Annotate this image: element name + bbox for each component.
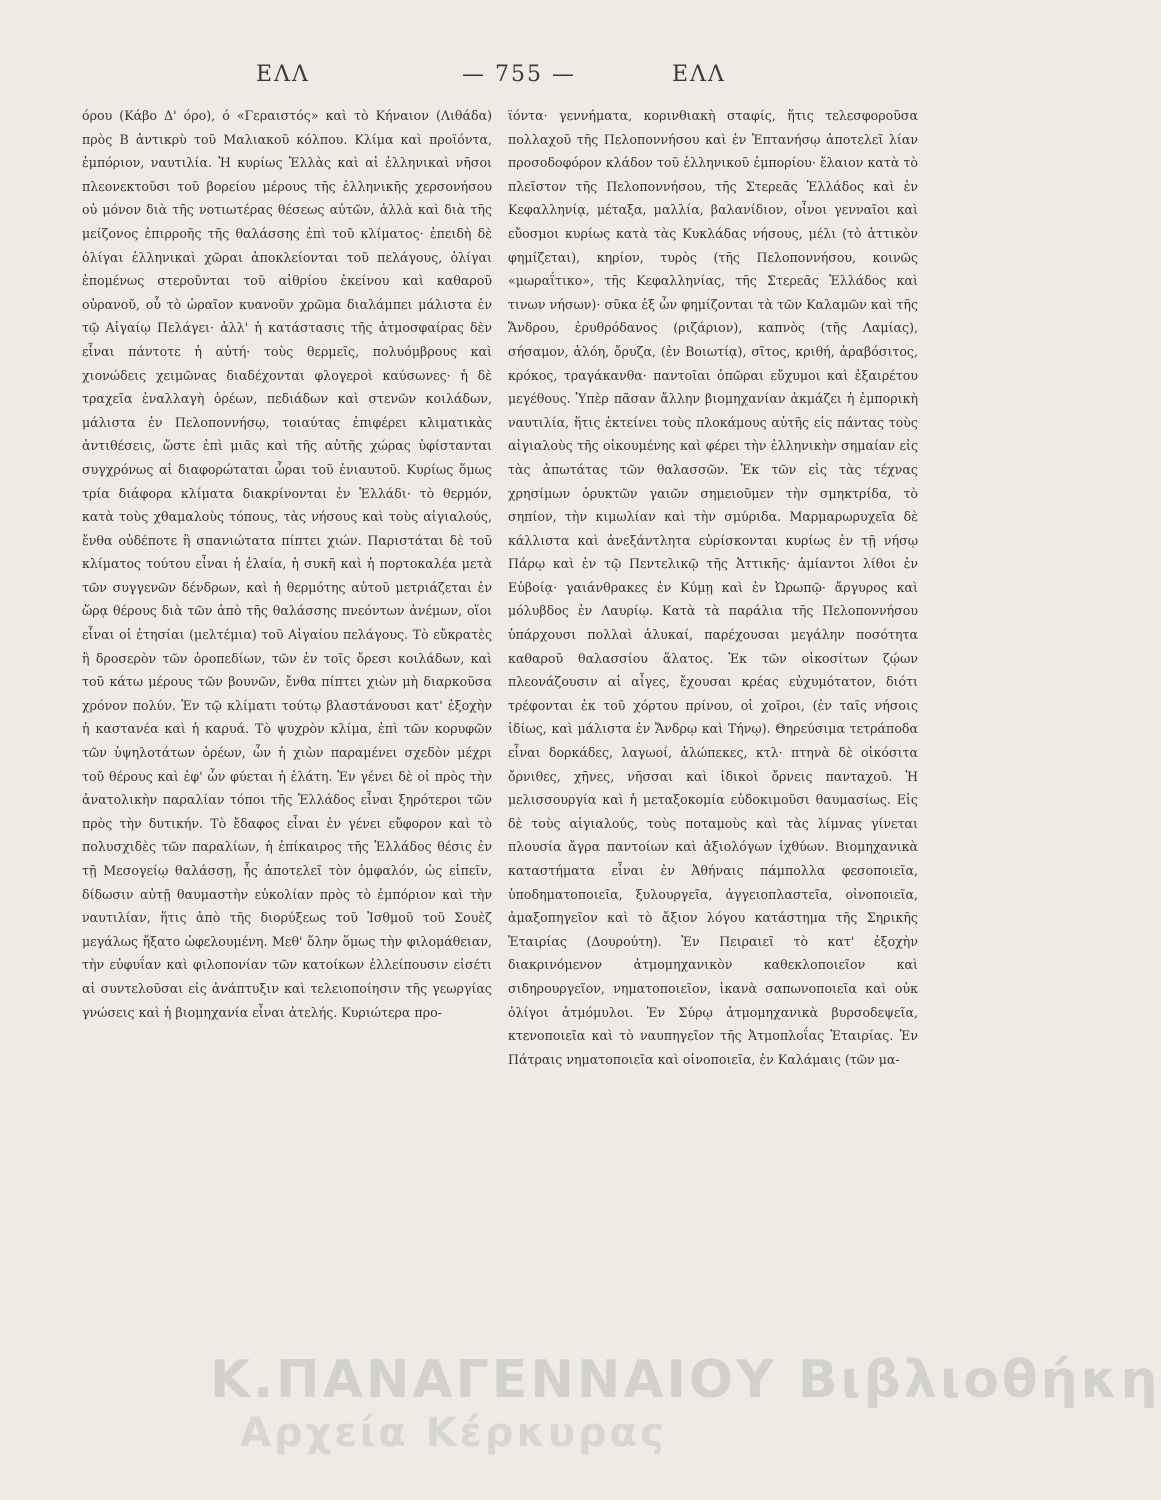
running-head-right: ΕΛΛ — [672, 62, 726, 87]
library-watermark: Κ.ΠΑΝΑΓΕΝΝΑΙΟΥ Βιβλιοθήκη — [210, 1350, 1161, 1410]
left-text-column — [82, 104, 492, 1024]
right-column-text: ϊόντα· γεννήματα, κορινθιακὴ σταφίς, ἥτις τελεσφοροῦσα πολλαχοῦ τῆς Πελοποννήσου καὶ ἐν Ἑπτανήσῳ ἀποτελεῖ λίαν προσοδοφόρον κλάδον τοῦ ἑλληνικοῦ ἐμπορίου· ἔλαιον κατὰ τὸ πλεῖστον τῆς Πελοποννήσου, τῆς Στερεᾶς Ἑλλάδος καὶ ἐν Κεφαλληνίᾳ, μέταξα, μαλλία, βαλανίδιον, οἶνοι γενναῖοι καὶ εὔοσμοι κυρίως κατὰ τὰς Κυκλάδας νήσους, μέλι (τὸ ἀττικὸν φημίζεται), κηρίον, τυρὸς (τῆς Πελοποννήσου, κοινῶς «μωραΐτικο», τῆς Κεφαλληνίας, τῆς Στερεᾶς Ἑλλάδος καὶ τινων νήσων)· σῦκα ἐξ ὧν φημίζονται τὰ τῶν Καλαμῶν καὶ τῆς Ἄνδρου, ἐρυθρόδανος (ριζάριον), καπνὸς (τῆς Λαμίας), σήσαμον, ἀλόη, ὄρυζα, (ἐν Βοιωτίᾳ), σῖτος, κριθή, ἀραβόσιτος, κρόκος, τραγάκανθα· παντοῖαι ὀπῶραι εὔχυμοι καὶ ἐξαιρέτου μεγέθους. Ὑπὲρ πᾶσαν ἄλλην βιομηχανίαν ἀκμάζει ἡ ἐμπορικὴ ναυτιλία, ἥτις ἐκτείνει τοὺς πλοκάμους αὐτῆς εἰς πάντας τοὺς αἰγιαλοὺς τῆς οἰκουμένης καὶ φέρει τὴν ἑλληνικὴν σημαίαν εἰς τὰς ἀπωτάτας τῶν θαλασσῶν. Ἐκ τῶν εἰς τὰς τέχνας χρησίμων ὀρυκτῶν γαιῶν σημειοῦμεν τὴν σμηκτρίδα, τὸ σηπίον, τὴν κιμωλίαν καὶ τὴν σμύριδα. Μαρμαρωρυχεῖα δὲ κάλλιστα καὶ ἀνεξάντλητα εὑρίσκονται κυρίως ἐν τῇ νήσῳ Πάρῳ καὶ ἐν τῷ Πεντελικῷ τῆς Ἀττικῆς· ἀμίαντοι λίθοι ἐν Εὐβοίᾳ· γαιάνθρακες ἐν Κύμῃ καὶ ἐν Ὠρωπῷ· ἄργυρος καὶ μόλυβδος ἐν Λαυρίῳ. Κατὰ τὰ παράλια τῆς Πελοποννήσου ὑπάρχουσι πολλαὶ ἁλυκαί, παρέχουσαι μεγάλην ποσότητα καθαροῦ θαλασσίου ἅλατος. Ἐκ τῶν οἰκοσίτων ζῴων πλεονάζουσιν αἱ αἶγες, ἔχουσαι κρέας εὐχυμότατον, διότι τρέφονται ἐκ τοῦ χόρτου πρίνου, οἱ χοῖροι, (ἐν ταῖς νήσοις ἰδίως, καὶ μάλιστα ἐν Ἄνδρῳ καὶ Τήνῳ). Θηρεύσιμα τετράποδα εἶναι δορκάδες, λαγωοί, ἀλώπεκες, κτλ· πτηνὰ δὲ οἰκόσιτα ὄρνιθες, χῆνες, νῆσσαι καὶ ἰδικοὶ ὄρνεις πανταχοῦ. Ἡ μελισσουργία καὶ ἡ μεταξοκομία εὐδοκιμοῦσι θαυμασίως. Εἰς δὲ τοὺς αἰγιαλούς, τοὺς ποταμοὺς καὶ τὰς λίμνας γίνεται πλουσία ἄγρα παντοίων καὶ ἀξιολόγων ἰχθύων. Βιομηχανικὰ καταστήματα εἶναι ἐν Ἀθήναις πάμπολλα φεσοποιεῖα, ὑποδηματοποιεῖα, ξυλουργεῖα, ἀγγειοπλαστεῖα, οἰνοποιεῖα, ἀμαξοπηγεῖον καὶ τὸ ἄξιον λόγου κατάστημα τῆς Σηρικῆς Ἑταιρίας (Δουρούτη). Ἐν Πειραιεῖ τὸ κατ' ἐξοχὴν διακρινόμενον ἀτμομηχανικὸν καθεκλοποιεῖον καὶ σιδηρουργεῖον, νηματοποιεῖον, ἱκανὰ σαπωνοποιεῖα καὶ οὐκ ὀλίγοι ἀτμόμυλοι. Ἐν Σύρῳ ἀτμομηχανικὰ βυρσοδεψεῖα, κτενοποιεῖα καὶ τὸ ναυπηγεῖον τῆς Ἀτμοπλοΐας Ἑταιρίας. Ἐν Πάτραις νηματοποιεῖα καὶ οἰνοποιεῖα, ἐν Καλάμαις (τῶν μα- — [508, 108, 918, 1067]
library-watermark-line2: Αρχεία Κέρκυρας — [240, 1410, 667, 1456]
running-head — [60, 62, 960, 98]
running-head-left: ΕΛΛ — [256, 62, 310, 87]
page-number: — 755 — — [462, 62, 576, 87]
left-column-text: όρου (Κάβο Δ' όρο), ό «Γεραιστός» καὶ τὸ Κήναιον (Λιθάδα) πρὸς Β ἀντικρὺ τοῦ Μαλιακοῦ κόλπου. Κλίμα καὶ προϊόντα, ἐμπόριον, ναυτιλία. Ἡ κυρίως Ἑλλὰς καὶ αἱ ἑλληνικαὶ νῆσοι πλεονεκτοῦσι τοῦ βορείου μέρους τῆς ἑλληνικῆς χερσονήσου οὐ μόνον διὰ τῆς νοτιωτέρας θέσεως αὐτῶν, ἀλλὰ καὶ διὰ τῆς μείζονος ἐπιρροῆς τῆς θαλάσσης ἐπὶ τοῦ κλίματος· ἐπειδὴ δὲ ὀλίγαι ἑλληνικαὶ χῶραι ἀποκλείονται τοῦ πελάγους, ὀλίγαι ἐπομένως στεροῦνται τοῦ αἰθρίου ἐκείνου καὶ καθαροῦ οὐρανοῦ, οὗ τὸ ὡραῖον κυανοῦν χρῶμα διαλάμπει μάλιστα ἐν τῷ Αἰγαίῳ Πελάγει· ἀλλ' ἡ κατάστασις τῆς ἀτμοσφαίρας δὲν εἶναι πάντοτε ἡ αὐτή· τοὺς θερμεῖς, πολυόμβρους καὶ χιονώδεις χειμῶνας διαδέχονται φλογεροὶ καύσωνες· ἡ δὲ τραχεῖα ἐναλλαγὴ ὀρέων, πεδιάδων καὶ στενῶν κοιλάδων, μάλιστα ἐν Πελοποννήσῳ, τοιαύτας ἐπιφέρει κλιματικὰς ἀντιθέσεις, ὥστε ἐπὶ μιᾶς καὶ τῆς αὐτῆς χώρας ὑφίστανται συγχρόνως αἱ διαφορώταται ὧραι τοῦ ἐνιαυτοῦ. Κυρίως ὅμως τρία διάφορα κλίματα διακρίνονται ἐν Ἑλλάδι· τὸ θερμόν, κατὰ τοὺς χθαμαλοὺς τόπους, τὰς νήσους καὶ τοὺς αἰγιαλούς, ἔνθα οὐδέποτε ἢ σπανιώτατα πίπτει χιών. Παριστάται δὲ τοῦ κλίματος τούτου εἶναι ἡ ἐλαία, ἡ συκῆ καὶ ἡ πορτοκαλέα μετὰ τῶν συγγενῶν δένδρων, καὶ ἡ θερμότης αὐτοῦ μετριάζεται ἐν ὥρᾳ θέρους διὰ τῶν ἀπὸ τῆς θαλάσσης πνεόντων ἀνέμων, οἵοι εἶναι οἱ ἐτησίαι (μελτέμια) τοῦ Αἰγαίου πελάγους. Τὸ εὔκρατὲς ἢ δροσερὸν τῶν ὀροπεδίων, τῶν ἐν τοῖς ὄρεσι κοιλάδων, καὶ τοῦ κάτω μέρους τῶν βουνῶν, ἔνθα πίπτει χιὼν μὴ διαρκοῦσα χρόνον πολύν. Ἐν τῷ κλίματι τούτῳ βλαστάνουσι κατ' ἐξοχὴν ἡ καστανέα καὶ ἡ καρυά. Τὸ ψυχρὸν κλίμα, ἐπὶ τῶν κορυφῶν τῶν ὑψηλοτάτων ὀρέων, ὧν ἡ χιὼν παραμένει σχεδὸν μέχρι τοῦ θέρους καὶ ἐφ' ὧν φύεται ἡ ἐλάτη. Ἐν γένει δὲ οἱ πρὸς τὴν ἀνατολικὴν παραλίαν τόποι τῆς Ἑλλάδος εἶναι ξηρότεροι τῶν πρὸς τὴν δυτικήν. Τὸ ἔδαφος εἶναι ἐν γένει εὔφορον καὶ τὸ πολυσχιδὲς τῶν παραλίων, ἡ ἐπίκαιρος τῆς Ἑλλάδος θέσις ἐν τῇ Μεσογείῳ θαλάσσῃ, ἧς ἀποτελεῖ τὸν ὀμφαλόν, ὡς εἰπεῖν, δίδωσιν αὐτῇ θαυμαστὴν εὐκολίαν πρὸς τὸ ἐμπόριον καὶ τὴν ναυτιλίαν, ἥτις ἀπὸ τῆς διορύξεως τοῦ Ἰσθμοῦ τοῦ Σουὲζ μεγάλως ἤξατο ὠφελουμένη. Μεθ' ὅλην ὅμως τὴν φιλομάθειαν, τὴν εὐφυΐαν καὶ φιλοπονίαν τῶν κατοίκων ἐλλείπουσιν εἰσέτι αἱ συντελοῦσαι εἰς ἀνάπτυξιν καὶ τελειοποίησιν τῆς γεωργίας γνώσεις καὶ ἡ βιομηχανία εἶναι ἀτελής. Κυριώτερα προ- — [82, 108, 492, 1020]
right-text-column — [508, 104, 918, 1071]
